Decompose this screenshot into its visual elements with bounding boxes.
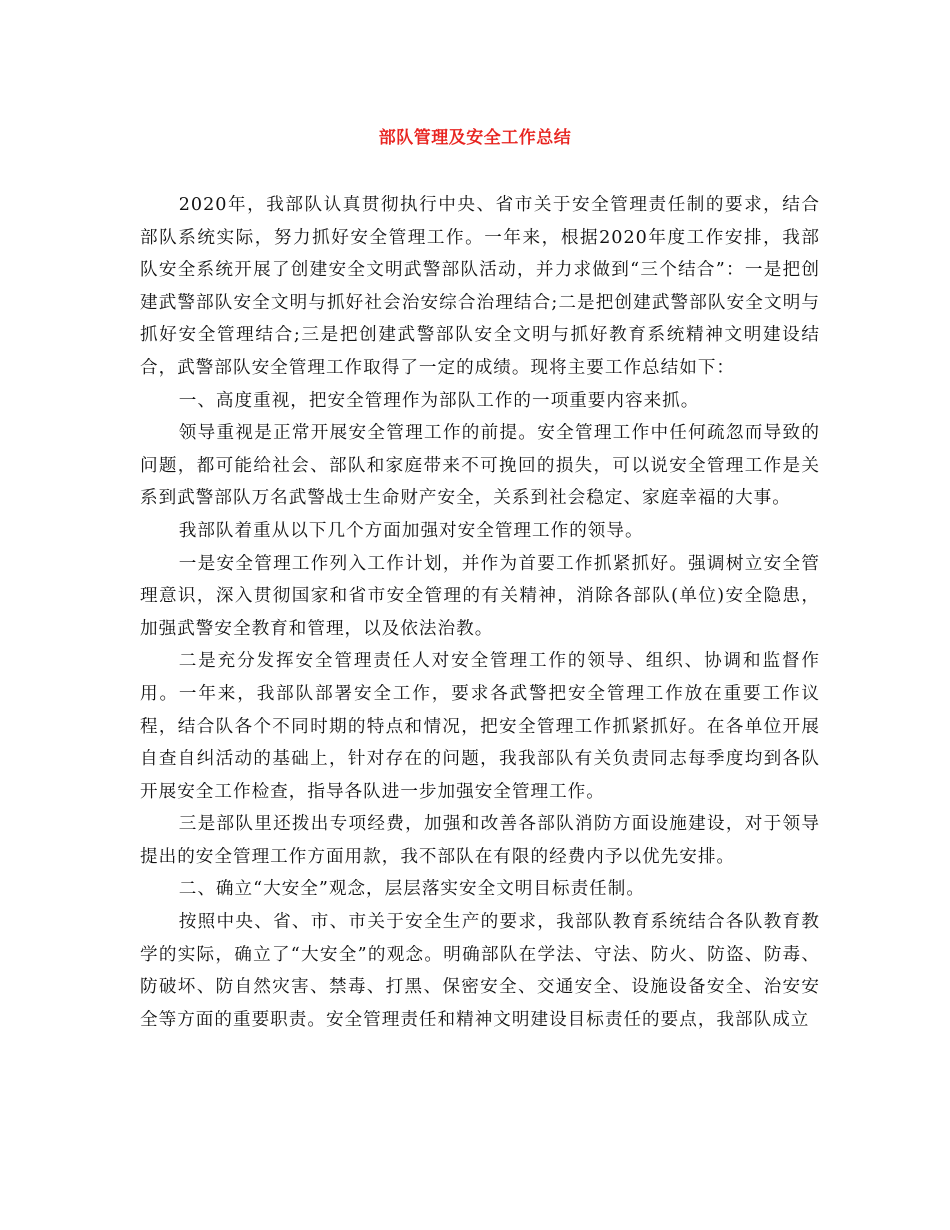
paragraph: 按照中央、省、市、市关于安全生产的要求，我部队教育系统结合各队教育教学的实际，确立了“大安全”的观念。明确部队在学法、守法、防火、防盗、防毒、防破坏、防自然灾害、禁毒、打黑、保密安全、交通安全、设施设备安全、治安安全等方面的重要职责。安全管理责任和精神文明建设目标责任的要点，我部队成立 <box>140 912 820 1030</box>
document-title: 部队管理及安全工作总结 <box>378 128 572 148</box>
paragraph: 三是部队里还拨出专项经费，加强和改善各部队消防方面设施建设，对于领导提出的安全管理工作方面用款，我不部队在有限的经费内予以优先安排。 <box>140 814 820 867</box>
paragraph: 二、确立“大安全”观念，层层落实安全文明目标责任制。 <box>178 879 645 900</box>
document-body <box>140 189 820 1036</box>
paragraph: 领导重视是正常开展安全管理工作的前提。安全管理工作中任何疏忽而导致的问题，都可能给社会、部队和家庭带来不可挽回的损失，可以说安全管理工作是关系到武警部队万名武警战士生命财产安全，关系到社会稳定、家庭幸福的大事。 <box>140 423 820 509</box>
paragraph: 我部队着重从以下几个方面加强对安全管理工作的领导。 <box>178 520 644 541</box>
paragraph: 二是充分发挥安全管理责任人对安全管理工作的领导、组织、协调和监督作用。一年来，我部队部署安全工作，要求各武警把安全管理工作放在重要工作议程，结合队各个不同时期的特点和情况，把安全管理工作抓紧抓好。在各单位开展自查自纠活动的基础上，针对存在的问题，我我部队有关负责同志每季度均到各队开展安全工作检查，指导各队进一步加强安全管理工作。 <box>140 651 820 802</box>
paragraph: 一是安全管理工作列入工作计划，并作为首要工作抓紧抓好。强调树立安全管理意识，深入贯彻国家和省市安全管理的有关精神，消除各部队(单位)安全隐患，加强武警安全教育和管理，以及依法治教。 <box>140 553 820 639</box>
paragraph: 2020年，我部队认真贯彻执行中央、省市关于安全管理责任制的要求，结合部队系统实际，努力抓好安全管理工作。一年来，根据2020年度工作安排，我部队安全系统开展了创建安全文明武警部队活动，并力求做到“三个结合”：一是把创建武警部队安全文明与抓好社会治安综合治理结合;二是把创建武警部队安全文明与抓好安全管理结合;三是把创建武警部队安全文明与抓好教育系统精神文明建设结合，武警部队安全管理工作取得了一定的成绩。现将主要工作总结如下： <box>140 195 820 378</box>
paragraph: 一、高度重视，把安全管理作为部队工作的一项重要内容来抓。 <box>178 390 700 411</box>
